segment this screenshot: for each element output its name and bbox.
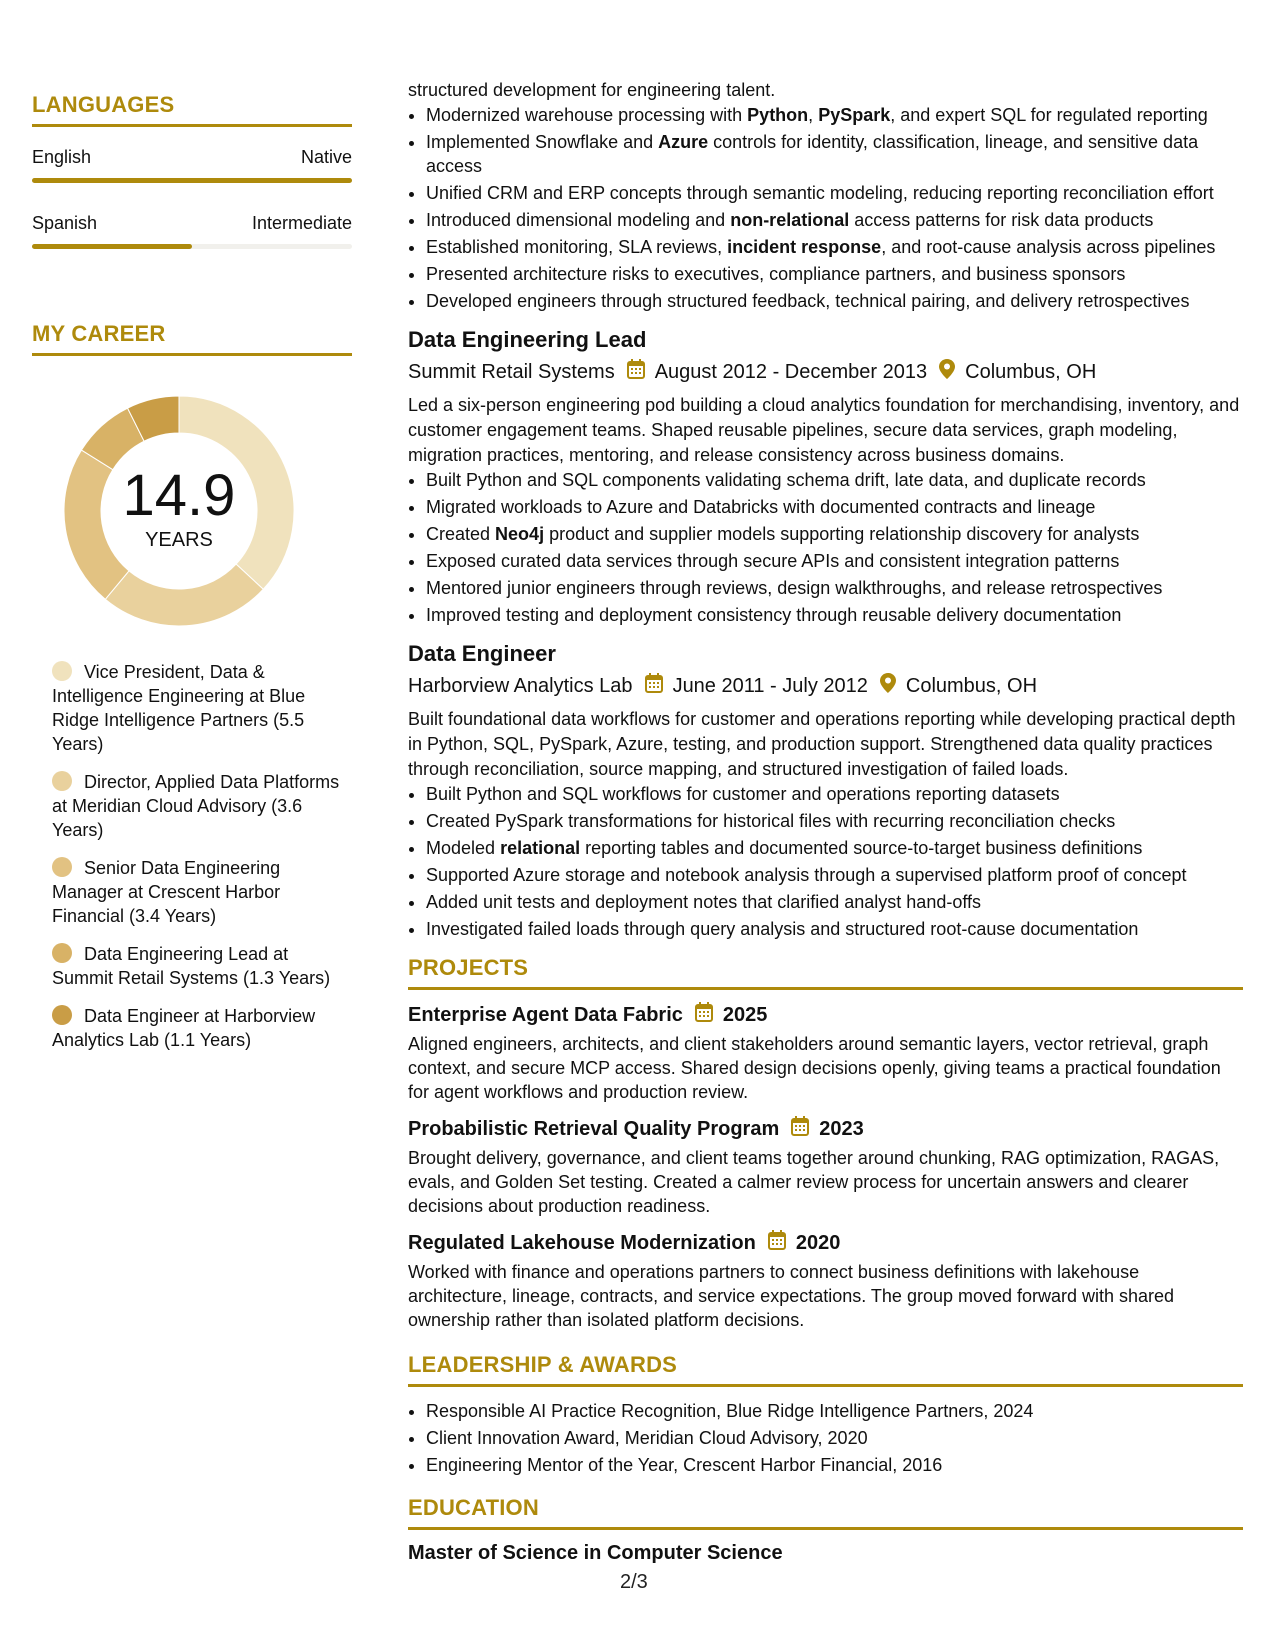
jobs-list [408, 327, 1243, 941]
bullet-text: Investigated failed loads through query analysis and structured root-cause documentation [426, 919, 1139, 939]
bullet-text: Modernized warehouse processing with [426, 105, 748, 125]
career-legend-item [52, 856, 342, 928]
bullet-item [426, 130, 1243, 178]
languages-rule [32, 124, 352, 127]
language-name: English [32, 147, 92, 167]
bullet-item [426, 262, 1243, 286]
bullet-item [426, 576, 1243, 600]
location-pin-icon [939, 359, 955, 379]
education-heading: EDUCATION [408, 1495, 539, 1520]
bullet-text: product and supplier models supporting relationship discovery for analysts [544, 524, 1140, 544]
bullet-text: reporting tables and documented source-to-target business definitions [580, 838, 1143, 858]
bullet-item [426, 181, 1243, 205]
bullet-text: access patterns for risk data products [849, 210, 1154, 230]
bullet-item [426, 917, 1243, 941]
bullet-item [426, 235, 1243, 259]
project-year: 2023 [819, 1117, 864, 1140]
career-role-text: Director, Applied Data Platforms at Meridian Cloud Advisory (3.6 Years) [52, 772, 340, 840]
awards-section [408, 1352, 1243, 1477]
bullet-item [426, 890, 1243, 914]
job-location: Columbus, OH [965, 360, 1097, 383]
career-legend-item [52, 660, 342, 756]
bullet-keyword: non-relational [730, 210, 850, 230]
career-heading: MY CAREER [32, 321, 166, 346]
bullet-text: controls for identity, classification, lineage, and sensitive data access [426, 132, 1199, 176]
education-rule [408, 1527, 1243, 1530]
awards-list [408, 1399, 1243, 1477]
bullet-text: Introduced dimensional modeling and [426, 210, 731, 230]
calendar-icon [645, 673, 663, 693]
job-dates: August 2012 - December 2013 [654, 360, 928, 383]
bullet-item [426, 208, 1243, 232]
project-year: 2025 [722, 1003, 768, 1026]
calendar-icon [695, 1002, 713, 1022]
bullet-text: Unified CRM and ERP concepts through semantic modeling, reducing reporting reconciliation effort [426, 183, 1214, 203]
calendar-icon [627, 359, 645, 379]
career-role-text: Vice President, Data & Intelligence Engineering at Blue Ridge Intelligence Partners (5.5 Years) [52, 662, 306, 754]
project-description: Worked with finance and operations partners to connect business definitions with lakehouse architecture, lineage, contracts, and service expectations. The group moved forward with shared ownership rather than isolated platform decisions. [408, 1262, 1175, 1330]
job-title: Data Engineer [408, 641, 556, 666]
career-legend-item [52, 1004, 342, 1052]
projects-rule [408, 987, 1243, 990]
calendar-icon [768, 1230, 786, 1250]
legend-swatch [52, 943, 72, 963]
experience-continuation-text: structured development for engineering talent. [408, 80, 776, 100]
bullet-text: Built Python and SQL components validating schema drift, late data, and duplicate records [426, 470, 1146, 490]
bullet-keyword: incident response [727, 237, 882, 257]
bullet-item [426, 289, 1243, 313]
job-location: Columbus, OH [905, 674, 1038, 697]
project-description: Brought delivery, governance, and client teams together around chunking, RAG optimization, RAGAS, evals, and Golden Set testing. Created a calmer review process for uncertain answers and clearer decisions about production readiness. [408, 1148, 1220, 1216]
legend-swatch [52, 1005, 72, 1025]
awards-heading: LEADERSHIP & AWARDS [408, 1352, 678, 1377]
language-item [32, 213, 352, 249]
bullet-text: Modeled [426, 838, 501, 858]
job-company: Harborview Analytics Lab [408, 674, 633, 697]
career-donut-chart [64, 396, 294, 626]
bullet-item [426, 549, 1243, 573]
language-proficiency-fill [32, 244, 192, 249]
job-description: Built foundational data workflows for customer and operations reporting while developing practical depth in Python, SQL, PySpark, Azure, testing, and production support. Strengthened data quality practices through reconciliation, source mapping, and structured investigation of failed loads. [408, 709, 1236, 779]
bullet-text: , and expert SQL for regulated reporting [890, 105, 1208, 125]
job-bullets [408, 782, 1243, 941]
career-total-unit: YEARS [145, 528, 213, 551]
career-total-years: 14.9 [122, 462, 236, 528]
project-entry [408, 1002, 1243, 1104]
bullet-text: Added unit tests and deployment notes that clarified analyst hand-offs [426, 892, 982, 912]
language-level: Native [300, 147, 352, 167]
bullet-text: Established monitoring, SLA reviews, [426, 237, 728, 257]
bullet-text: Created PySpark transformations for historical files with recurring reconciliation checks [426, 811, 1116, 831]
language-name: Spanish [32, 213, 98, 233]
bullet-item [426, 603, 1243, 627]
bullet-text: Improved testing and deployment consistency through reusable delivery documentation [426, 605, 1122, 625]
experience-continuation-bullets [408, 103, 1243, 313]
career-legend-item [52, 770, 342, 842]
legend-swatch [52, 661, 72, 681]
bullet-item [426, 836, 1243, 860]
career-role-text: Data Engineering Lead at Summit Retail Systems (1.3 Years) [52, 944, 331, 988]
job-meta [408, 673, 1243, 699]
bullet-text: , [808, 105, 819, 125]
job-entry [408, 641, 1243, 941]
career-legend [52, 660, 342, 1052]
bullet-text: Migrated workloads to Azure and Databricks with documented contracts and lineage [426, 497, 1096, 517]
project-entry [408, 1230, 1243, 1332]
education-degree: Master of Science in Computer Science [408, 1542, 783, 1564]
career-rule [32, 353, 352, 356]
language-proficiency-fill [32, 178, 352, 183]
bullet-item [426, 103, 1243, 127]
bullet-text: Mentored junior engineers through reviews, design walkthroughs, and release retrospectives [426, 578, 1163, 598]
language-proficiency-bar [32, 244, 352, 249]
bullet-item [426, 863, 1243, 887]
calendar-icon [791, 1116, 809, 1136]
job-company: Summit Retail Systems [408, 360, 615, 383]
project-description: Aligned engineers, architects, and client stakeholders around semantic layers, vector retrieval, graph context, and secure MCP access. Shared design decisions openly, giving teams a practical foundation for agent workflows and production review. [408, 1034, 1221, 1102]
legend-swatch [52, 857, 72, 877]
project-year: 2020 [795, 1231, 841, 1254]
page-number: 2/3 [620, 1571, 648, 1593]
bullet-keyword: relational [500, 838, 581, 858]
language-level: Intermediate [251, 213, 352, 233]
award-item: • Client Innovation Award, Meridian Cloud Advisory, 2020 [426, 1426, 1243, 1450]
project-name: Regulated Lakehouse Modernization [408, 1231, 756, 1254]
bullet-text: Developed engineers through structured feedback, technical pairing, and delivery retrospectives [426, 291, 1190, 311]
job-description: Led a six-person engineering pod building a cloud analytics foundation for merchandising, inventory, and customer engagement teams. Shaped reusable pipelines, secure data services, graph modeling, migration practices, mentoring, and release consistency across business domains. [408, 395, 1240, 465]
job-entry [408, 327, 1243, 627]
project-entry [408, 1116, 1243, 1218]
bullet-text: Built Python and SQL workflows for customer and operations reporting datasets [426, 784, 1060, 804]
bullet-keyword: Neo4j [495, 524, 545, 544]
bullet-item [426, 782, 1243, 806]
bullet-text: Exposed curated data services through secure APIs and consistent integration patterns [426, 551, 1120, 571]
bullet-text: , and root-cause analysis across pipelines [881, 237, 1216, 257]
project-header [408, 1116, 1243, 1142]
education-section [408, 1495, 1243, 1565]
projects-list [408, 1002, 1243, 1332]
career-legend-item [52, 942, 342, 990]
project-header [408, 1230, 1243, 1256]
job-meta [408, 359, 1243, 385]
career-role-text: Senior Data Engineering Manager at Crescent Harbor Financial (3.4 Years) [52, 858, 281, 926]
job-title: Data Engineering Lead [408, 327, 647, 352]
bullet-item [426, 468, 1243, 492]
job-bullets [408, 468, 1243, 627]
bullet-text: Supported Azure storage and notebook analysis through a supervised platform proof of concept [426, 865, 1187, 885]
award-item: • Engineering Mentor of the Year, Crescent Harbor Financial, 2016 [426, 1453, 1243, 1477]
awards-rule [408, 1384, 1243, 1387]
bullet-keyword: PySpark [818, 105, 891, 125]
bullet-item [426, 522, 1243, 546]
bullet-item [426, 809, 1243, 833]
language-proficiency-bar [32, 178, 352, 183]
bullet-text: Created [426, 524, 496, 544]
award-item: • Responsible AI Practice Recognition, Blue Ridge Intelligence Partners, 2024 [426, 1399, 1243, 1423]
bullet-keyword: Azure [658, 132, 709, 152]
languages-heading: LANGUAGES [32, 92, 175, 117]
projects-heading: PROJECTS [408, 955, 529, 980]
bullet-keyword: Python [747, 105, 809, 125]
bullet-item [426, 495, 1243, 519]
career-role-text: Data Engineer at Harborview Analytics Lab (1.1 Years) [52, 1006, 316, 1050]
bullet-text: Implemented Snowflake and [426, 132, 659, 152]
projects-section [408, 955, 1243, 1332]
language-item [32, 147, 352, 183]
job-dates: June 2011 - July 2012 [672, 674, 868, 697]
project-name: Enterprise Agent Data Fabric [408, 1003, 683, 1026]
main-content [408, 78, 1243, 1565]
project-header [408, 1002, 1243, 1028]
sidebar [32, 92, 352, 1066]
bullet-text: Presented architecture risks to executives, compliance partners, and business sponsors [426, 264, 1126, 284]
legend-swatch [52, 771, 72, 791]
location-pin-icon [880, 673, 896, 693]
project-name: Probabilistic Retrieval Quality Program [408, 1117, 780, 1140]
